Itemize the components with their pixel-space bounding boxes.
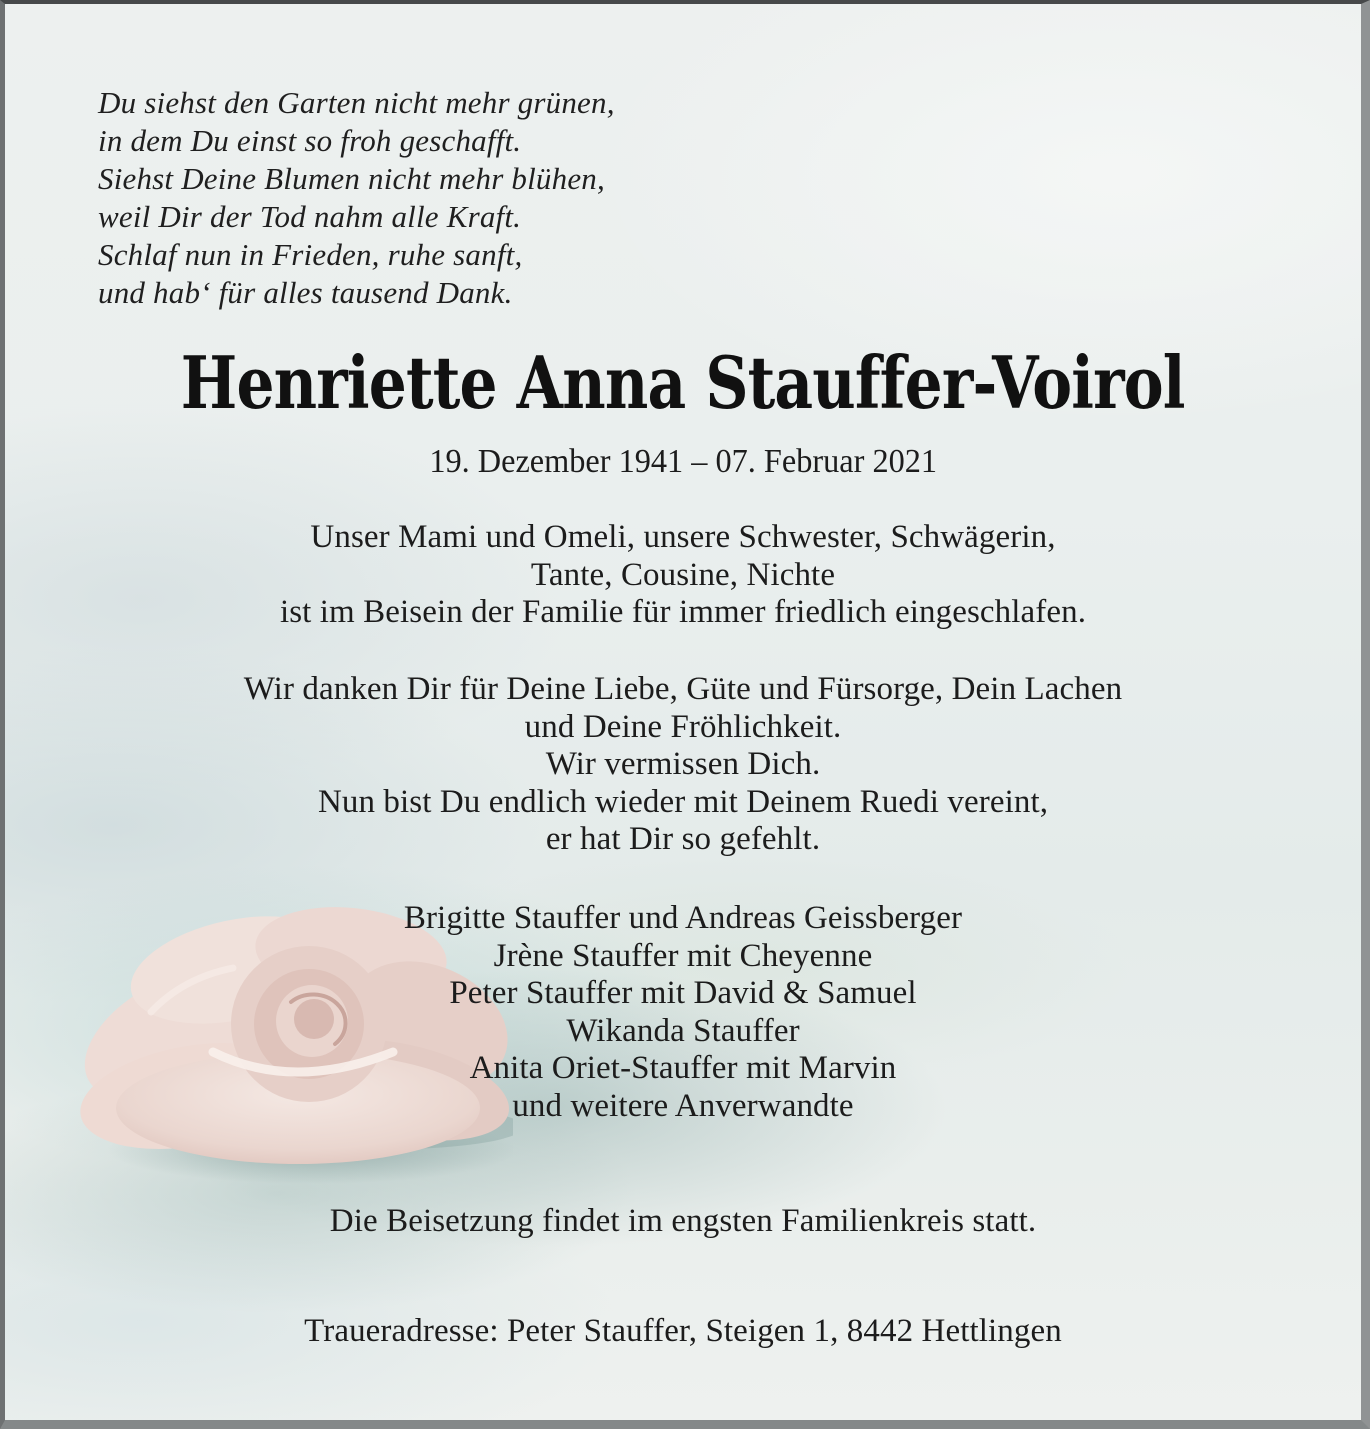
- intro-line: Tante, Cousine, Nichte: [530, 556, 836, 593]
- deceased-name-text: Henriette Anna Stauffer-Voirol: [181, 340, 1185, 425]
- poem-line: weil Dir der Tod nahm alle Kraft.: [98, 199, 522, 234]
- deceased-name: [5, 340, 1361, 425]
- family-line: Wikanda Stauffer: [566, 1012, 800, 1049]
- poem-line: Schlaf nun in Frieden, ruhe sanft,: [98, 237, 523, 272]
- poem-line: Siehst Deine Blumen nicht mehr blühen,: [98, 161, 605, 196]
- life-dates-text: 19. Dezember 1941 – 07. Februar 2021: [429, 443, 937, 480]
- poem-line: in dem Du einst so froh geschafft.: [98, 123, 522, 158]
- family-names: [5, 900, 1361, 1125]
- tribute-line: Wir vermissen Dich.: [545, 746, 821, 782]
- tribute-line: Nun bist Du endlich wieder mit Deinem Ruedi vereint,: [317, 783, 1049, 820]
- poem-line: und hab‘ für alles tausend Dank.: [98, 275, 513, 310]
- funeral-notice: Die Beisetzung findet im engsten Familienkreis statt.: [329, 1203, 1037, 1239]
- intro-line: Unser Mami und Omeli, unsere Schwester, Schwägerin,: [310, 519, 1056, 555]
- intro-paragraph: [5, 519, 1361, 632]
- family-line: Jrène Stauffer mit Cheyenne: [493, 937, 873, 974]
- family-line: und weitere Anverwandte: [512, 1087, 854, 1124]
- intro-line: ist im Beisein der Familie für immer friedlich eingeschlafen.: [279, 594, 1087, 630]
- tribute-paragraph: [5, 671, 1361, 859]
- tribute-line: Wir danken Dir für Deine Liebe, Güte und Fürsorge, Dein Lachen: [243, 671, 1123, 707]
- memorial-poem: [98, 84, 615, 312]
- family-line: Anita Oriet-Stauffer mit Marvin: [469, 1050, 897, 1086]
- family-line: Peter Stauffer mit David & Samuel: [449, 975, 917, 1011]
- mourning-address: Traueradresse: Peter Stauffer, Steigen 1, 8442 Hettlingen: [304, 1313, 1062, 1349]
- tribute-line: er hat Dir so gefehlt.: [545, 821, 821, 857]
- family-line: Brigitte Stauffer und Andreas Geissberger: [403, 900, 963, 936]
- life-dates: [5, 442, 1361, 482]
- tribute-line: und Deine Fröhlichkeit.: [524, 708, 842, 745]
- poem-line: Du siehst den Garten nicht mehr grünen,: [98, 85, 615, 120]
